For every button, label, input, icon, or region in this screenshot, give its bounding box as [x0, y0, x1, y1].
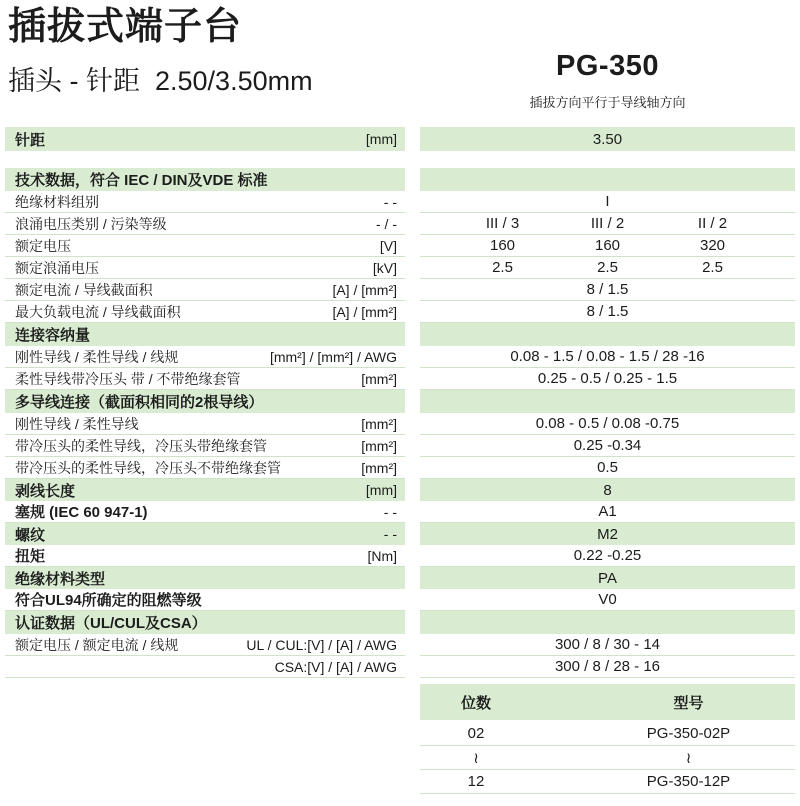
spec-value: 3.50 — [592, 130, 623, 148]
section-value-cell — [420, 168, 795, 191]
spec-value: I — [605, 193, 610, 210]
spec-values — [420, 257, 795, 279]
spec-row — [5, 279, 800, 301]
spec-value: V0 — [598, 591, 617, 608]
order-cell-positions: 12 — [467, 773, 485, 790]
spec-label: 塞规 (IEC 60 947-1) — [15, 504, 148, 521]
spec-value: 0.08 - 1.5 / 0.08 - 1.5 / 28 -16 — [510, 348, 705, 365]
spec-unit: [mm²] / [mm²] / AWG — [269, 348, 397, 365]
spec-label-cell — [5, 435, 405, 457]
spec-value: 320 — [699, 237, 726, 254]
spec-values — [420, 301, 795, 323]
spec-row — [5, 346, 800, 368]
spec-value: 300 / 8 / 30 - 14 — [554, 636, 661, 653]
section-value-cell — [420, 323, 795, 346]
spec-values — [420, 545, 795, 567]
spec-label: 绝缘材料类型 — [15, 570, 106, 588]
spec-row — [5, 301, 800, 323]
spec-values — [420, 413, 795, 435]
column-gap — [405, 567, 420, 589]
spec-label: 浪涌电压类别 / 污染等级 — [15, 215, 167, 232]
spec-values — [420, 368, 795, 390]
spec-row — [5, 523, 800, 545]
spec-label: 符合UL94所确定的阻燃等级 — [15, 592, 202, 609]
spec-value: 160 — [489, 237, 516, 254]
spec-value: A1 — [598, 503, 617, 520]
spec-label: 技术数据，符合 IEC / DIN及VDE 标准 — [15, 172, 268, 189]
order-cell-model: PG-350-12P — [646, 773, 731, 790]
spec-label-cell — [5, 413, 405, 435]
spec-row — [5, 235, 800, 257]
spec-label: 最大负载电流 / 导线截面积 — [15, 303, 181, 320]
spec-values — [420, 279, 795, 301]
column-gap — [405, 656, 420, 678]
model-note: 插拔方向平行于导线轴方向 — [529, 95, 686, 110]
column-gap — [405, 346, 420, 368]
datasheet-page — [0, 6, 800, 794]
spec-label-cell — [5, 191, 405, 213]
spec-row — [5, 656, 800, 678]
column-gap — [405, 390, 420, 413]
spec-values — [420, 479, 795, 501]
spec-row — [5, 257, 800, 279]
spec-value: 8 / 1.5 — [586, 281, 629, 298]
spec-values — [420, 435, 795, 457]
order-cell-model: PG-350-02P — [646, 725, 731, 742]
spec-unit: - / - — [376, 215, 397, 232]
spec-unit: [A] / [mm²] — [332, 281, 397, 298]
order-table — [420, 684, 795, 794]
page-title: 插拔式端子台 — [8, 6, 243, 48]
spec-unit: [kV] — [372, 259, 397, 276]
spec-label: 刚性导线 / 柔性导线 — [15, 415, 139, 432]
spec-unit: [A] / [mm²] — [332, 303, 397, 320]
spec-values — [420, 656, 795, 678]
column-gap — [405, 545, 420, 567]
column-gap — [405, 501, 420, 523]
section-label-cell — [5, 168, 405, 191]
spec-value: 300 / 8 / 28 - 16 — [554, 658, 661, 675]
spec-unit: - - — [383, 526, 397, 542]
spec-label: 扭矩 — [15, 548, 46, 565]
column-gap — [405, 589, 420, 611]
section-label-cell — [5, 390, 405, 413]
spec-values — [420, 235, 795, 257]
pitch-row — [5, 127, 800, 151]
model-number: PG-350 — [556, 50, 659, 82]
spec-label-cell — [5, 479, 405, 501]
column-gap — [405, 323, 420, 346]
spec-row — [5, 435, 800, 457]
spec-label: 带冷压头的柔性导线，冷压头带绝缘套管 — [15, 437, 267, 454]
header-right — [420, 50, 795, 111]
order-cell-model: ≀ — [685, 749, 692, 767]
order-table-header — [420, 684, 795, 720]
spec-row — [5, 634, 800, 656]
spec-unit: [Nm] — [367, 547, 397, 564]
column-gap — [405, 413, 420, 435]
spec-value: 160 — [594, 237, 621, 254]
spec-label: 带冷压头的柔性导线，冷压头不带绝缘套管 — [15, 459, 281, 476]
spec-unit: [mm] — [365, 482, 397, 498]
spec-values — [420, 213, 795, 235]
spec-value: III / 2 — [590, 215, 625, 232]
spec-label-cell — [5, 656, 405, 678]
spec-label: 额定电压 — [15, 237, 71, 254]
spec-value: PA — [598, 569, 617, 587]
section-value-cell — [420, 390, 795, 413]
order-header-model: 型号 — [673, 694, 704, 712]
spec-label: 柔性导线带冷压头 带 / 不带绝缘套管 — [15, 370, 241, 387]
spec-label: 额定电流 / 导线截面积 — [15, 281, 153, 298]
column-gap — [405, 168, 420, 191]
column-gap — [405, 368, 420, 390]
column-gap — [405, 127, 420, 151]
spec-label-cell — [5, 589, 405, 611]
spec-label: 认证数据（UL/CUL及CSA） — [15, 615, 207, 632]
spec-row — [5, 479, 800, 501]
spec-label-cell — [5, 567, 405, 589]
spec-values — [420, 567, 795, 589]
column-gap — [405, 235, 420, 257]
spec-section-row — [5, 323, 800, 346]
spec-label: 绝缘材料组别 — [15, 193, 99, 210]
spec-label: 螺纹 — [15, 526, 46, 544]
spec-label-cell — [5, 213, 405, 235]
spec-values — [420, 501, 795, 523]
spec-label: 额定电压 / 额定电流 / 线规 — [15, 636, 179, 653]
spec-label: 刚性导线 / 柔性导线 / 线规 — [15, 348, 179, 365]
spec-unit: - - — [383, 503, 397, 520]
spec-label-cell — [5, 235, 405, 257]
column-gap — [405, 213, 420, 235]
spec-label-cell — [5, 301, 405, 323]
spec-label: 针距 — [15, 131, 46, 149]
spec-value: 8 / 1.5 — [586, 303, 629, 320]
spec-row — [5, 457, 800, 479]
order-cell-positions: ≀ — [473, 749, 479, 767]
spec-value: 8 — [603, 481, 612, 499]
spec-value: 0.5 — [597, 459, 618, 476]
column-gap — [405, 634, 420, 656]
spec-unit: [mm²] — [361, 437, 397, 454]
spec-unit: [V] — [379, 237, 397, 254]
spec-row — [5, 368, 800, 390]
spec-unit: CSA:[V] / [A] / AWG — [274, 658, 397, 675]
spec-label-cell — [5, 523, 405, 545]
spec-value: M2 — [597, 525, 618, 543]
spec-value: III / 3 — [485, 215, 520, 232]
spec-section-row — [5, 168, 800, 191]
spec-label-cell — [5, 368, 405, 390]
spec-value: 2.5 — [702, 259, 723, 276]
column-gap — [405, 257, 420, 279]
spec-section-row — [5, 611, 800, 634]
order-row — [420, 746, 795, 770]
column-gap — [405, 435, 420, 457]
column-gap — [405, 301, 420, 323]
section-value-cell — [420, 611, 795, 634]
header — [0, 6, 800, 127]
spec-row — [5, 213, 800, 235]
column-gap — [405, 279, 420, 301]
order-cell-positions: 02 — [467, 725, 485, 742]
spec-label-cell — [5, 634, 405, 656]
spec-unit: [mm²] — [361, 415, 397, 432]
spec-value: II / 2 — [697, 215, 728, 232]
spec-label: 额定浪涌电压 — [15, 259, 99, 276]
spec-values — [420, 634, 795, 656]
section-label-cell — [5, 323, 405, 346]
order-row — [420, 722, 795, 746]
spec-section-row — [5, 390, 800, 413]
pitch-label-cell — [5, 127, 405, 151]
section-label-cell — [5, 611, 405, 634]
spec-label: 剥线长度 — [15, 482, 76, 500]
spec-row — [5, 501, 800, 523]
spec-label-cell — [5, 545, 405, 567]
spec-value: 0.25 -0.34 — [573, 437, 642, 454]
spec-value: 2.5 — [492, 259, 513, 276]
spec-label-cell — [5, 257, 405, 279]
spec-label-cell — [5, 279, 405, 301]
spec-unit: [mm²] — [361, 370, 397, 387]
spec-label: 多导线连接（截面积相同的2根导线） — [15, 394, 264, 411]
spec-table — [0, 168, 800, 678]
spec-row — [5, 191, 800, 213]
spec-label-cell — [5, 346, 405, 368]
spec-values — [420, 191, 795, 213]
spec-row — [5, 567, 800, 589]
spec-values — [420, 523, 795, 545]
column-gap — [405, 523, 420, 545]
order-header-positions: 位数 — [460, 694, 491, 712]
spec-values — [420, 457, 795, 479]
column-gap — [405, 611, 420, 634]
page-subtitle: 插头 - 针距 2.50/3.50mm — [8, 65, 313, 96]
spec-unit: [mm²] — [361, 459, 397, 476]
spec-label-cell — [5, 457, 405, 479]
spec-unit: UL / CUL:[V] / [A] / AWG — [246, 636, 397, 653]
spec-value: 2.5 — [597, 259, 618, 276]
column-gap — [405, 191, 420, 213]
spec-value: 0.25 - 0.5 / 0.25 - 1.5 — [537, 370, 678, 387]
spec-row — [5, 413, 800, 435]
spec-row — [5, 589, 800, 611]
column-gap — [405, 457, 420, 479]
spec-label: 连接容纳量 — [15, 327, 91, 344]
spec-values — [420, 589, 795, 611]
column-gap — [405, 479, 420, 501]
pitch-value-cell — [420, 127, 795, 151]
spec-unit: [mm] — [365, 131, 397, 147]
spec-label-cell — [5, 501, 405, 523]
spec-unit: - - — [383, 193, 397, 210]
order-table-body — [420, 722, 795, 794]
spec-value: 0.08 - 0.5 / 0.08 -0.75 — [535, 415, 680, 432]
spec-values — [420, 346, 795, 368]
spec-value: 0.22 -0.25 — [573, 547, 642, 564]
spec-row — [5, 545, 800, 567]
order-row — [420, 770, 795, 794]
